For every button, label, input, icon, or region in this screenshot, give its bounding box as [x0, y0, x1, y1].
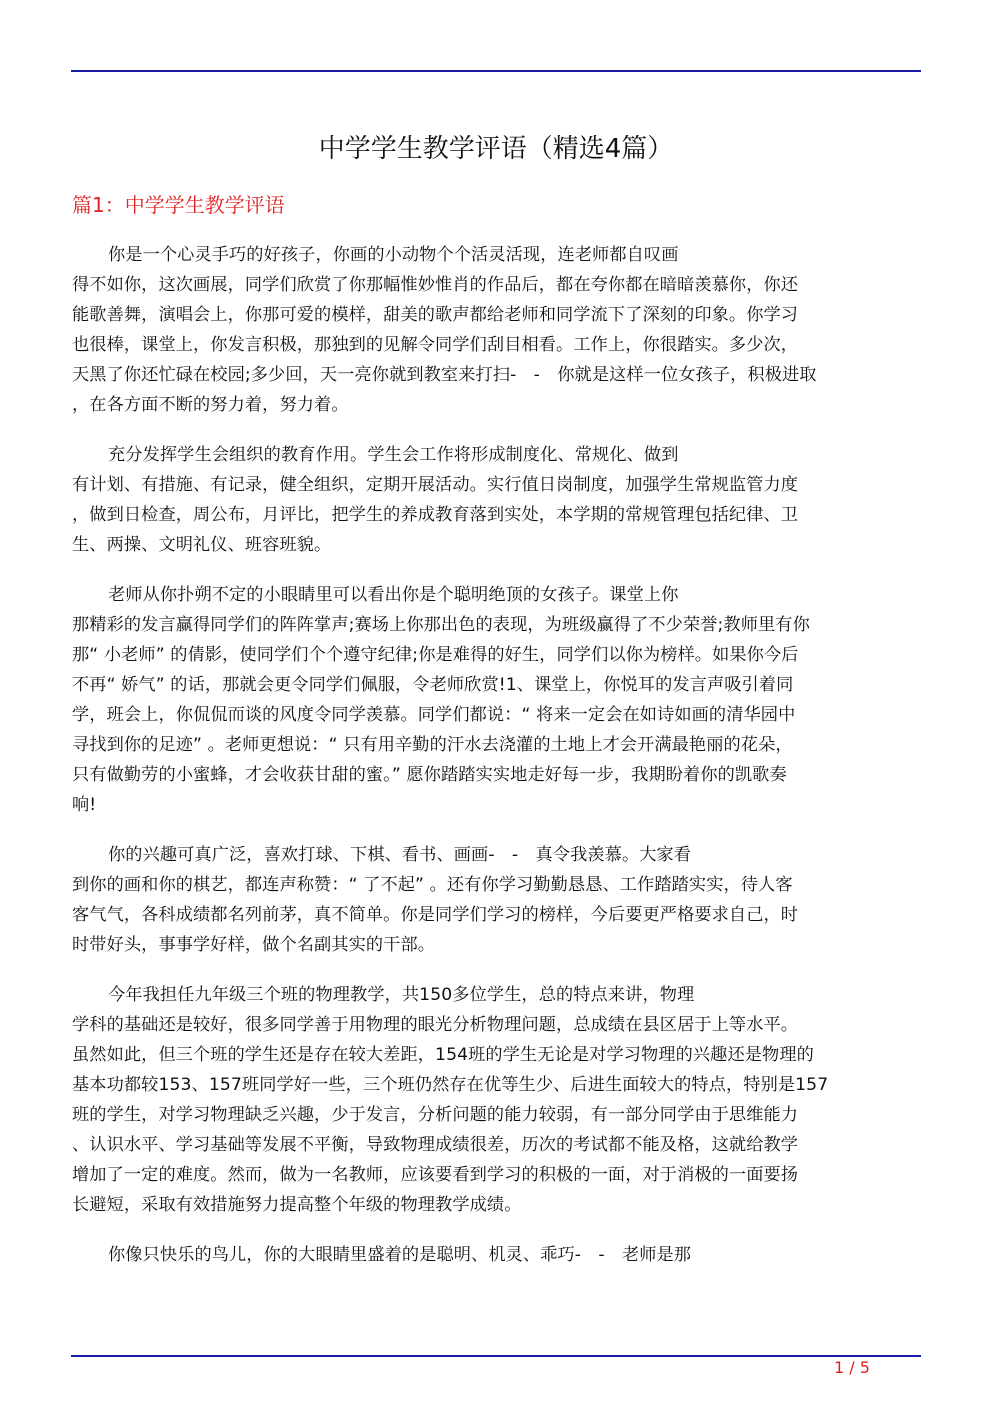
paragraph	[72, 440, 922, 560]
text-line: 班的学生，对学习物理缺乏兴趣，少于发言，分析问题的能力较弱，有一部分同学由于思维能力	[72, 1105, 799, 1125]
text-line: 不再“ 娇气” 的话，那就会更令同学们佩服，令老师欣赏!1、课堂上，你悦耳的发言声吸引着同	[72, 675, 794, 695]
text-line: 那“ 小老师” 的倩影，使同学们个个遵守纪律;你是难得的好生，同学们以你为榜样。如果你今后	[72, 645, 799, 665]
footer-rule	[71, 1355, 921, 1357]
text-line: 得不如你，这次画展，同学们欣赏了你那幅惟妙惟肖的作品后，都在夸你都在暗暗羡慕你，你还	[72, 275, 799, 295]
text-line: 长避短，采取有效措施努力提高整个年级的物理教学成绩。	[72, 1195, 522, 1215]
text-line: 增加了一定的难度。然而，做为一名教师，应该要看到学习的积极的一面，对于消极的一面要扬	[72, 1165, 799, 1185]
header-rule	[71, 70, 921, 72]
text-line: 时带好头，事事学好样，做个名副其实的干部。	[72, 935, 436, 955]
text-line: 学科的基础还是较好，很多同学善于用物理的眼光分析物理问题，总成绩在县区居于上等水平。	[72, 1015, 799, 1035]
text-line: 到你的画和你的棋艺，都连声称赞：“ 了不起” 。还有你学习勤勤恳恳、工作踏踏实实，待人客	[72, 875, 793, 895]
paragraph	[72, 240, 922, 420]
text-line: 、认识水平、学习基础等发展不平衡，导致物理成绩很差，历次的考试都不能及格，这就给教学	[72, 1135, 799, 1155]
page-number: 1 / 5	[834, 1358, 870, 1377]
section-heading: 篇1：中学学生教学评语	[72, 193, 285, 217]
document-body	[72, 240, 922, 1290]
text-line: ，做到日检查，周公布，月评比，把学生的养成教育落到实处，本学期的常规管理包括纪律、卫	[72, 505, 799, 525]
text-line: 你是一个心灵手巧的好孩子，你画的小动物个个活灵活现，连老师都自叹画	[108, 245, 679, 265]
text-line: 学，班会上，你侃侃而谈的风度令同学羡慕。同学们都说：“ 将来一定会在如诗如画的清华园中	[72, 705, 796, 725]
text-line: ，在各方面不断的努力着，努力着。	[72, 395, 349, 415]
text-line: 虽然如此，但三个班的学生还是存在较大差距，154班的学生无论是对学习物理的兴趣还是物理的	[72, 1045, 814, 1065]
text-line: 响!	[72, 795, 97, 815]
text-line: 充分发挥学生会组织的教育作用。学生会工作将形成制度化、常规化、做到	[108, 445, 679, 465]
paragraph	[72, 580, 922, 820]
paragraph	[72, 980, 922, 1220]
text-line: 只有做勤劳的小蜜蜂，才会收获甘甜的蜜。” 愿你踏踏实实地走好每一步，我期盼着你的凯歌奏	[72, 765, 787, 785]
text-line: 有计划、有措施、有记录，健全组织，定期开展活动。实行值日岗制度，加强学生常规监管力度	[72, 475, 799, 495]
text-line: 你的兴趣可真广泛，喜欢打球、下棋、看书、画画- - 真令我羡慕。大家看	[108, 845, 692, 865]
text-line: 老师从你扑朔不定的小眼睛里可以看出你是个聪明绝顶的女孩子。课堂上你	[108, 585, 679, 605]
text-line: 也很棒，课堂上，你发言积极，那独到的见解令同学们刮目相看。工作上，你很踏实。多少次，	[72, 335, 799, 355]
text-line: 生、两操、文明礼仪、班容班貌。	[72, 535, 332, 555]
text-line: 基本功都较153、157班同学好一些，三个班仍然存在优等生少、后进生面较大的特点，特别是157	[72, 1075, 829, 1095]
text-line: 客气气，各科成绩都名列前茅，真不简单。你是同学们学习的榜样，今后要更严格要求自己，时	[72, 905, 799, 925]
text-line: 你像只快乐的鸟儿，你的大眼睛里盛着的是聪明、机灵、乖巧- - 老师是那	[108, 1245, 692, 1265]
document-title: 中学学生教学评语（精选4篇）	[318, 134, 674, 164]
text-line: 能歌善舞，演唱会上，你那可爱的模样，甜美的歌声都给老师和同学流下了深刻的印象。你学习	[72, 305, 799, 325]
text-line: 天黑了你还忙碌在校园;多少回，天一亮你就到教室来打扫- - 你就是这样一位女孩子，积极进取	[72, 365, 817, 385]
text-line: 今年我担任九年级三个班的物理教学，共150多位学生，总的特点来讲，物理	[108, 985, 695, 1005]
text-line: 寻找到你的足迹” 。老师更想说：“ 只有用辛勤的汗水去浇灌的土地上才会开满最艳丽的花朵，	[72, 735, 793, 755]
paragraph	[72, 840, 922, 960]
text-line: 那精彩的发言赢得同学们的阵阵掌声;赛场上你那出色的表现，为班级赢得了不少荣誉;教师里有你	[72, 615, 810, 635]
paragraph	[72, 1240, 922, 1270]
